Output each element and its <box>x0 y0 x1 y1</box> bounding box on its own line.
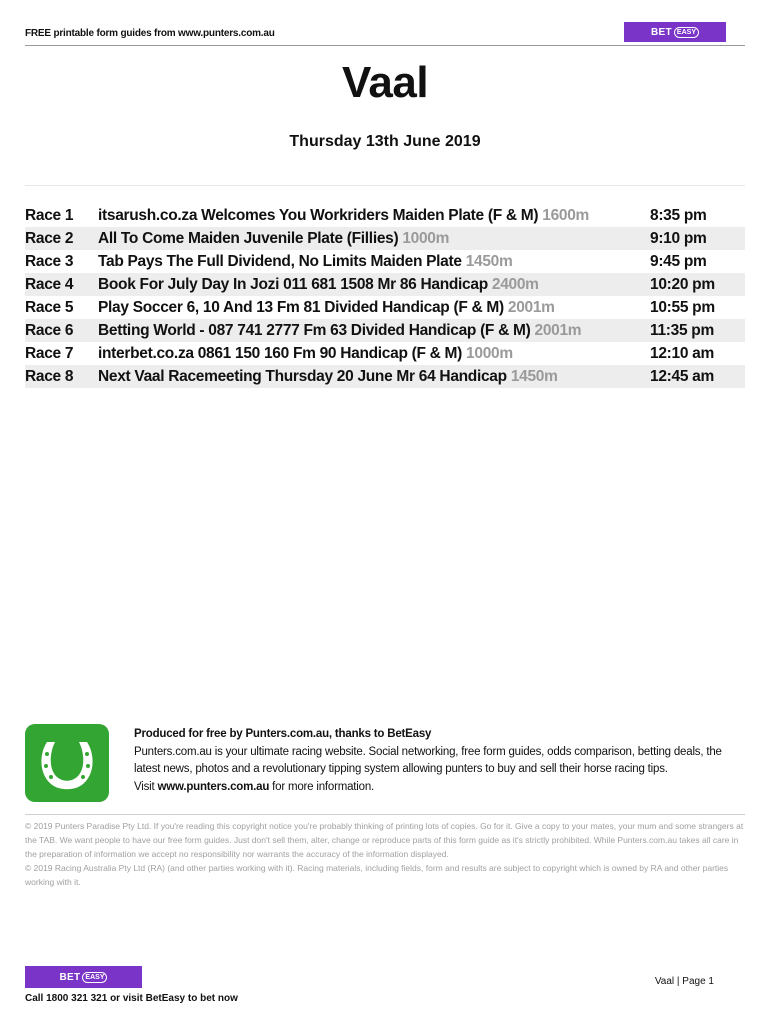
race-time: 12:45 am <box>650 368 714 385</box>
page-number: Vaal | Page 1 <box>654 976 714 987</box>
race-time: 8:35 pm <box>650 207 707 224</box>
beteasy-logo-top[interactable] <box>624 22 726 42</box>
divider <box>25 814 745 815</box>
race-title: Play Soccer 6, 10 And 13 Fm 81 Divided Handicap (F & M) <box>98 299 504 316</box>
logo-easy-text: EASY <box>674 27 699 38</box>
promo-visit-line <box>134 779 746 797</box>
race-name <box>98 319 648 342</box>
race-row <box>25 342 745 365</box>
race-number: Race 1 <box>25 207 74 224</box>
race-row <box>25 365 745 388</box>
race-time: 11:35 pm <box>650 322 714 339</box>
race-number: Race 6 <box>25 322 74 339</box>
promo-block <box>134 726 746 796</box>
race-title: Book For July Day In Jozi 011 681 1508 Mr 86 Handicap <box>98 276 488 293</box>
logo-easy-text: EASY <box>82 972 107 983</box>
beteasy-logo-bottom[interactable] <box>25 966 142 988</box>
race-name <box>98 273 648 296</box>
top-header <box>25 22 745 46</box>
divider <box>25 185 745 186</box>
race-row <box>25 273 745 296</box>
race-time: 9:10 pm <box>650 230 707 247</box>
race-list <box>25 204 745 388</box>
race-title: Next Vaal Racemeeting Thursday 20 June Mr 64 Handicap <box>98 368 507 385</box>
copyright-racing-australia: © 2019 Racing Australia Pty Ltd (RA) (and other parties working with it). Racing materials, including fields, form and results are subject to copyright which is owned by RA and other parties working with it. <box>25 863 729 887</box>
race-name <box>98 365 648 388</box>
race-distance: 1450m <box>510 368 558 385</box>
race-time: 10:55 pm <box>650 299 715 316</box>
race-row <box>25 296 745 319</box>
logo-bet-text: BET <box>59 971 81 983</box>
race-distance: 1450m <box>465 253 513 270</box>
race-distance: 2400m <box>491 276 539 293</box>
race-name <box>98 342 648 365</box>
race-name <box>98 250 648 273</box>
race-row <box>25 227 745 250</box>
meeting-date: Thursday 13th June 2019 <box>289 133 481 150</box>
race-number: Race 2 <box>25 230 74 247</box>
venue-title: Vaal <box>341 58 429 107</box>
race-row <box>25 250 745 273</box>
copyright-punters: © 2019 Punters Paradise Pty Ltd. If you're reading this copyright notice you're probably thinking of printing lots of copies. Go for it. Give a copy to your mates, your mum and some strangers at the TAB. We want people to have our free form guides. Just don't sell them, alter, change or reproduce parts of this form guide as it's strictly prohibited. While Punters.com.au takes all care in the preparation of information we accept no responsibility nor warrants the accuracy of the information displayed. <box>25 821 744 859</box>
race-title: All To Come Maiden Juvenile Plate (Fillies) <box>98 230 399 247</box>
race-title: interbet.co.za 0861 150 160 Fm 90 Handicap (F & M) <box>98 345 463 362</box>
race-number: Race 7 <box>25 345 74 362</box>
race-time: 12:10 am <box>650 345 714 362</box>
race-distance: 2001m <box>534 322 582 339</box>
race-title: Tab Pays The Full Dividend, No Limits Maiden Plate <box>98 253 462 270</box>
race-distance: 1600m <box>542 207 590 224</box>
race-title: itsarush.co.za Welcomes You Workriders Maiden Plate (F & M) <box>98 207 539 224</box>
race-number: Race 3 <box>25 253 74 270</box>
race-distance: 1000m <box>402 230 450 247</box>
race-distance: 2001m <box>507 299 555 316</box>
race-time: 9:45 pm <box>650 253 707 270</box>
punters-link[interactable]: www.punters.com.au <box>157 780 270 793</box>
race-time: 10:20 pm <box>650 276 715 293</box>
horseshoe-icon <box>25 724 109 802</box>
race-distance: 1000m <box>466 345 513 362</box>
race-number: Race 8 <box>25 368 74 385</box>
visit-prefix: Visit <box>134 780 158 793</box>
race-number: Race 4 <box>25 276 74 293</box>
copyright-notice <box>25 819 745 889</box>
race-number: Race 5 <box>25 299 74 316</box>
logo-bet-text: BET <box>651 26 672 38</box>
promo-body: Punters.com.au is your ultimate racing website. Social networking, free form guides, odds comparison, betting deals, the latest news, photos and a revolutionary tipping system allowing punters to buy and sell their horse racing tips. <box>134 745 722 775</box>
race-row <box>25 204 745 227</box>
call-to-action: Call 1800 321 321 or visit BetEasy to bet now <box>25 993 238 1004</box>
promo-headline: Produced for free by Punters.com.au, thanks to BetEasy <box>134 728 432 740</box>
visit-suffix: for more information. <box>269 780 375 793</box>
free-guides-text: FREE printable form guides from www.punters.com.au <box>25 28 275 39</box>
race-row <box>25 319 745 342</box>
race-name <box>98 296 648 319</box>
race-name <box>98 227 648 250</box>
race-name <box>98 204 648 227</box>
race-title: Betting World - 087 741 2777 Fm 63 Divided Handicap (F & M) <box>98 322 531 339</box>
